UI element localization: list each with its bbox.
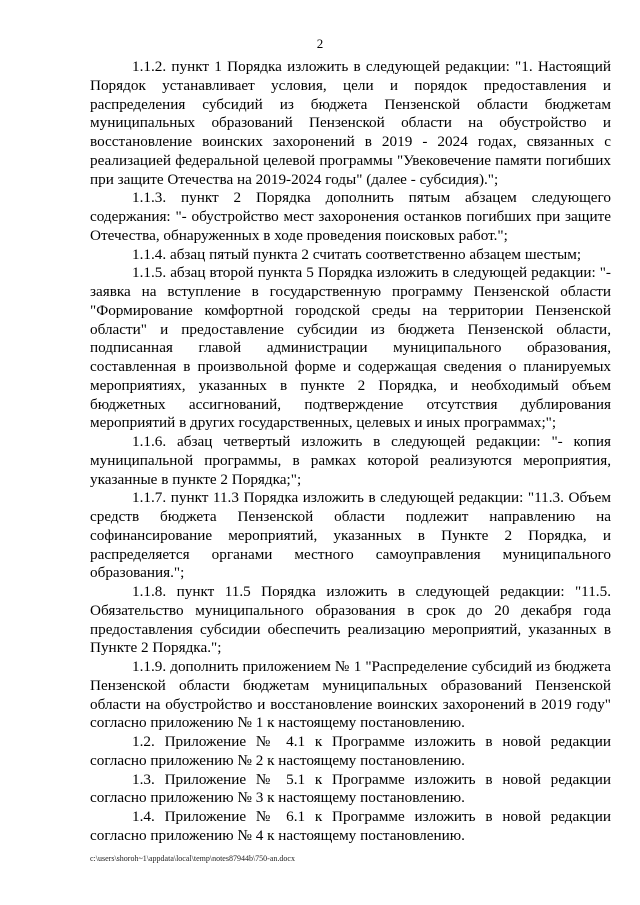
paragraph-1-1-4: 1.1.4. абзац пятый пункта 2 считать соответственно абзацем шестым; — [132, 245, 582, 263]
paragraph-1-1-5: 1.1.5. абзац второй пункта 5 Порядка изложить в следующей редакции: "- заявка на вступление в государственную программу Пензенской области "Формирование комфортной городской среды на территории Пензенской области" и предоставление субсидии из бюджета Пензенской области, подписанная главой администрации муниципального образования, составленная в произвольной форме и содержащая сведения о планируемых мероприятиях, указанных в пункте 2 Порядка, и необходимый объем бюджетных ассигнований, подтверждение отсутствия дублирования мероприятий в других государственных, целевых и иных программах;"; — [90, 264, 611, 432]
page-number: 2 — [316, 36, 324, 51]
paragraph-1-2: 1.2. Приложение № 4.1 к Программе изложить в новой редакции согласно приложению № 2 к настоящему постановлению. — [90, 733, 611, 769]
paragraph-1-1-3: 1.1.3. пункт 2 Порядка дополнить пятым абзацем следующего содержания: "- обустройство мест захоронения останков погибших при защите Отечества, обнаруженных в ходе проведения поисковых работ."; — [90, 189, 611, 244]
paragraph-1-1-9: 1.1.9. дополнить приложением № 1 "Распределение субсидий из бюджета Пензенской области бюджетам муниципальных образований Пензенской области на обустройство и восстановление воинских захоронений в 2019 году" согласно приложению № 1 к настоящему постановлению. — [90, 658, 611, 732]
paragraph-1-1-7: 1.1.7. пункт 11.3 Порядка изложить в следующей редакции: "11.3. Объем средств бюджета Пензенской области подлежит направлению на софинансирование мероприятий, указанных в Пункте 2 Порядка, и распределяется органами местного самоуправления муниципального образования."; — [90, 489, 611, 582]
paragraph-1-4: 1.4. Приложение № 6.1 к Программе изложить в новой редакции согласно приложению № 4 к настоящему постановлению. — [90, 808, 611, 844]
paragraph-1-3: 1.3. Приложение № 5.1 к Программе изложить в новой редакции согласно приложению № 3 к настоящему постановлению. — [90, 770, 611, 807]
paragraph-1-1-8: 1.1.8. пункт 11.5 Порядка изложить в следующей редакции: "11.5. Обязательство муниципального образования в срок до 20 декабря года предоставления субсидии обеспечить реализацию мероприятий, указанных в Пункте 2 Порядка."; — [90, 583, 611, 657]
paragraph-1-1-6: 1.1.6. абзац четвертый изложить в следующей редакции: "- копия муниципальной программы, в рамках которой реализуются мероприятия, указанные в пункте 2 Порядка;"; — [90, 433, 611, 488]
footer-file-path: c:\users\shoroh~1\appdata\local\temp\notes87944b\750-an.docx — [90, 854, 295, 863]
document-body — [90, 58, 611, 846]
paragraph-1-1-2: 1.1.2. пункт 1 Порядка изложить в следующей редакции: "1. Настоящий Порядок устанавливает условия, цели и порядок предоставления и распределения субсидий из бюджета Пензенской области бюджетам муниципальных образований Пензенской области на обустройство и восстановление воинских захоронений в 2019 - 2024 годах, связанных с реализацией федеральной целевой программы "Увековечение памяти погибших при защите Отечества на 2019-2024 годы" (далее - субсидия)."; — [90, 58, 611, 188]
